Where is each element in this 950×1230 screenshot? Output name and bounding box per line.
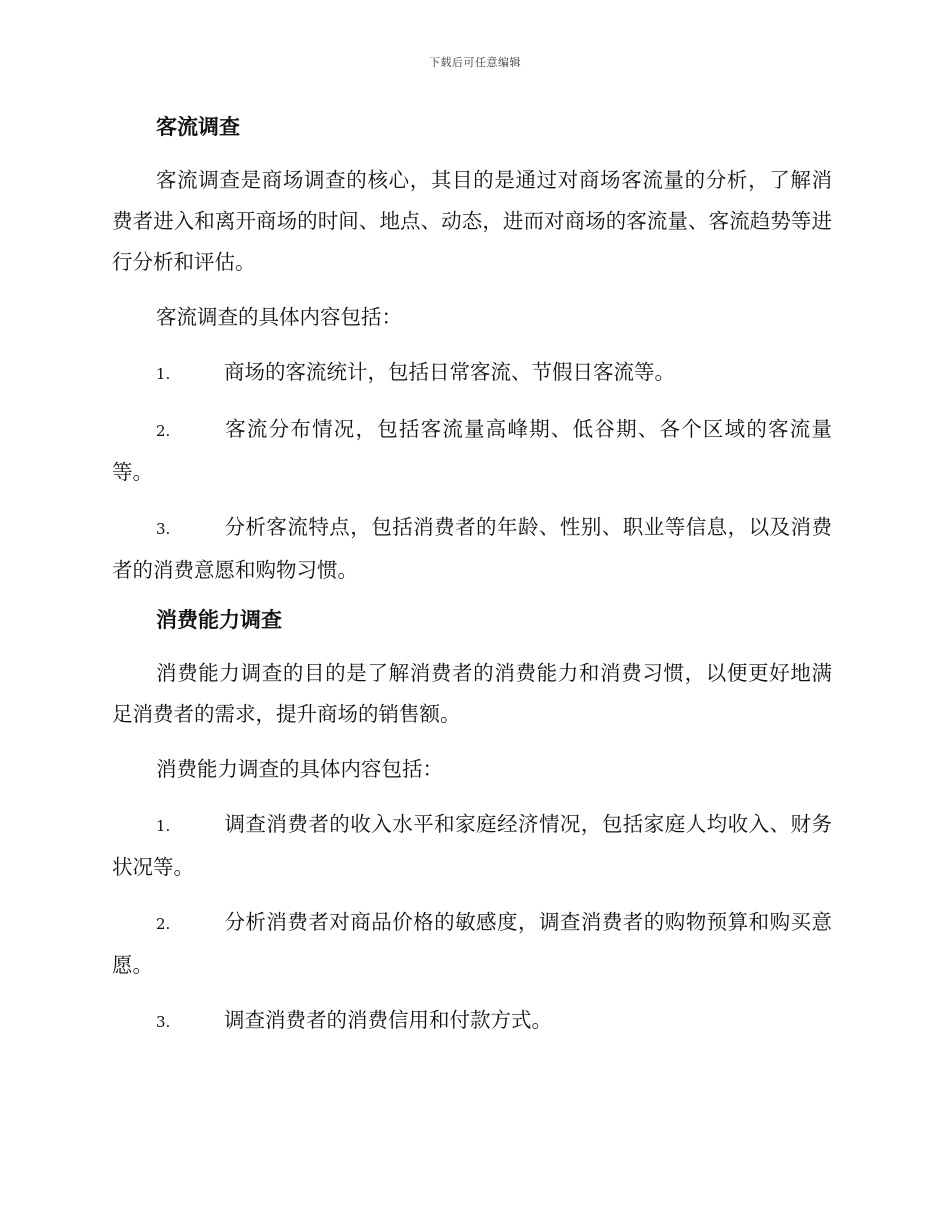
list-item-number: 2.	[156, 422, 171, 440]
section-heading-customer-flow: 客流调查	[156, 114, 240, 139]
list-item-text: 分析消费者对商品价格的敏感度，调查消费者的购物预算和购买意愿。	[112, 910, 832, 977]
list-item-number: 3.	[156, 1013, 171, 1031]
list-item-text: 调查消费者的收入水平和家庭经济情况，包括家庭人均收入、财务状况等。	[112, 812, 832, 879]
list-item-number: 1.	[156, 365, 171, 383]
list-item-text: 分析客流特点，包括消费者的年龄、性别、职业等信息，以及消费者的消费意愿和购物习惯。	[112, 515, 832, 582]
list-item	[112, 1000, 832, 1043]
list-item	[112, 409, 832, 493]
section-intro: 消费能力调查的目的是了解消费者的消费能力和消费习惯，以便更好地满足消费者的需求，提升商场的销售额。	[112, 661, 832, 726]
section-heading-spending-power: 消费能力调查	[156, 607, 282, 632]
list-item-number: 2.	[156, 915, 171, 933]
list-item-text: 调查消费者的消费信用和付款方式。	[224, 1008, 552, 1032]
list-item	[112, 352, 832, 395]
list-intro: 消费能力调查的具体内容包括：	[156, 757, 443, 781]
list-item	[112, 902, 832, 986]
list-item-text: 客流分布情况，包括客流量高峰期、低谷期、各个区域的客流量等。	[112, 417, 832, 484]
list-item-number: 3.	[156, 520, 171, 538]
list-item	[112, 804, 832, 888]
section-intro: 客流调查是商场调查的核心，其目的是通过对商场客流量的分析，了解消费者进入和离开商场的时间、地点、动态，进而对商场的客流量、客流趋势等进行分析和评估。	[112, 168, 832, 274]
page-header: 下载后可任意编辑	[429, 56, 521, 69]
list-item-text: 商场的客流统计，包括日常客流、节假日客流等。	[224, 360, 675, 384]
list-item	[112, 507, 832, 591]
document-body	[112, 112, 832, 1057]
list-item-number: 1.	[156, 817, 171, 835]
list-intro: 客流调查的具体内容包括：	[156, 305, 402, 329]
